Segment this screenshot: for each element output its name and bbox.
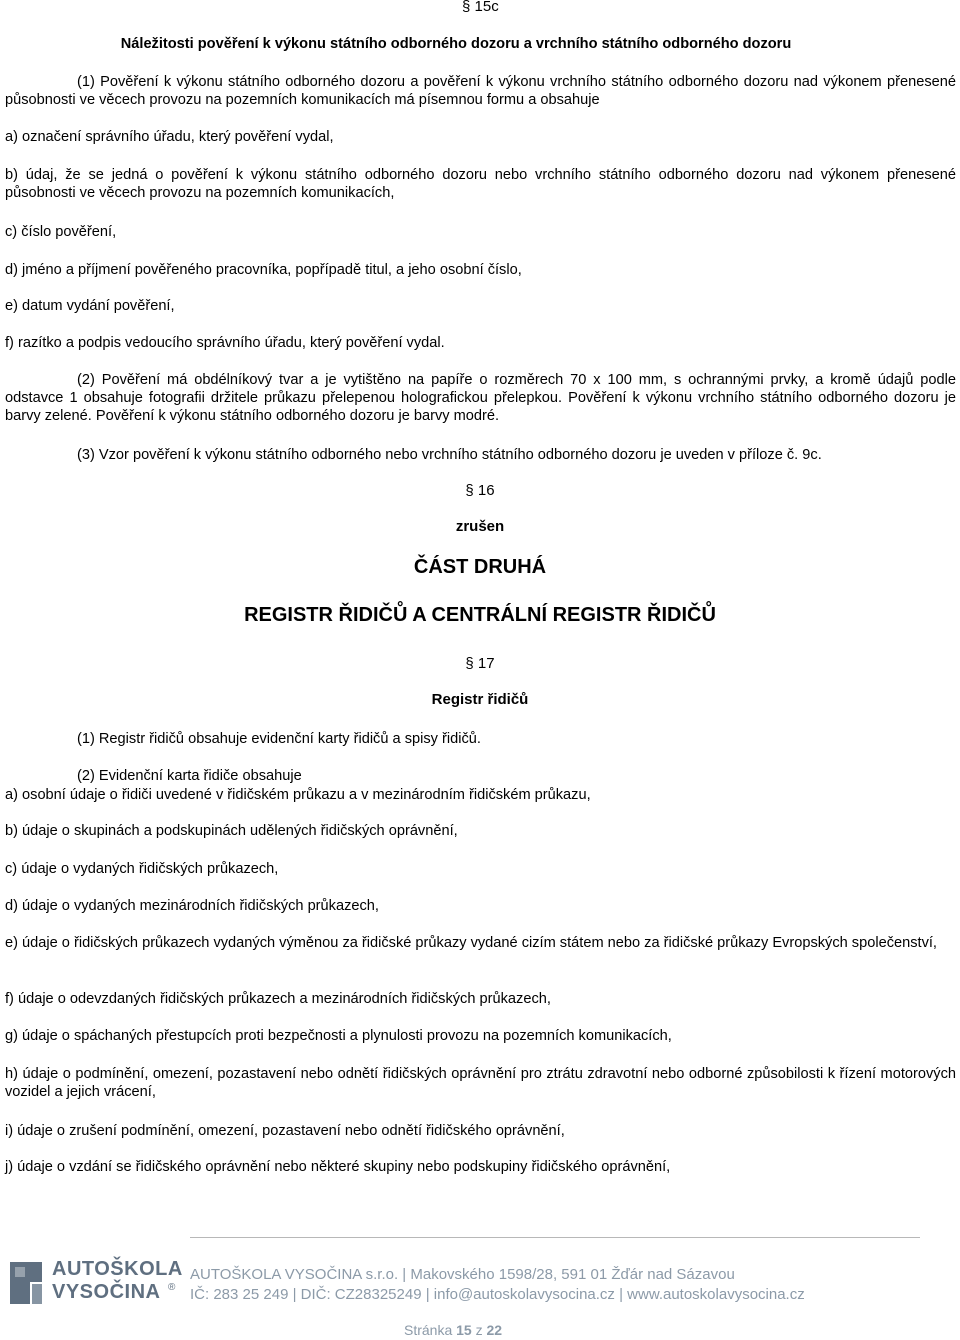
s15c-item-f: f) razítko a podpis vedoucího správního úřadu, který pověření vydal.	[5, 335, 445, 351]
section-17-heading: Registr řidičů	[431, 691, 529, 708]
s15c-item-e: e) datum vydání pověření,	[5, 298, 175, 314]
section-15c-number: § 15c	[462, 0, 499, 15]
logo-registered-mark: ®	[168, 1282, 176, 1293]
s17-paragraph-1: (1) Registr řidičů obsahuje evidenční karty řidičů a spisy řidičů.	[77, 731, 481, 747]
page-number-separator: z	[475, 1322, 483, 1338]
page-number-current: 15	[456, 1322, 472, 1338]
section-17-number: § 17	[465, 655, 495, 672]
s17-paragraph-2: (2) Evidenční karta řidiče obsahuje	[77, 768, 302, 784]
s17-item-a: a) osobní údaje o řidiči uvedené v řidičském průkazu a v mezinárodním řidičském průkazu,	[5, 787, 591, 803]
s17-item-g: g) údaje o spáchaných přestupcích proti bezpečnosti a plynulosti provozu na pozemních komunikacích,	[5, 1028, 672, 1044]
s17-item-e: e) údaje o řidičských průkazech vydaných výměnou za řidičské průkazy vydané cizím státem nebo za řidičské průkazy Evropských společenství,	[5, 935, 937, 951]
s17-item-c: c) údaje o vydaných řidičských průkazech,	[5, 861, 279, 877]
footer-company-ids: IČ: 283 25 249 | DIČ: CZ28325249 | info@autoskolavysocina.cz | www.autoskolavysocina.cz	[190, 1286, 805, 1303]
s15c-item-b: b) údaj, že se jedná o pověření k výkonu státního odborného dozoru nebo vrchního státního odborného dozoru nad výkonem přenesené působnosti ve věcech provozu na pozemních komunikacích,	[5, 167, 956, 201]
part-subtitle: REGISTR ŘIDIČŮ A CENTRÁLNÍ REGISTR ŘIDIČŮ	[244, 604, 716, 626]
s17-item-b: b) údaje o skupinách a podskupinách udělených řidičských oprávnění,	[5, 823, 458, 839]
page-number	[404, 1322, 502, 1338]
s17-item-h: h) údaje o podmínění, omezení, pozastavení nebo odnětí řidičských oprávnění pro ztrátu zdravotní nebo odborné způsobilosti k řízení motorových vozidel a jejich vrácení,	[5, 1066, 956, 1100]
section-16-number: § 16	[465, 482, 495, 499]
s15c-paragraph-1: (1) Pověření k výkonu státního odborného dozoru a pověření k výkonu vrchního státního odborného dozoru nad výkonem přenesené působnosti ve věcech provozu na pozemních komunikacích má písemnou formu a obsahuje	[5, 74, 956, 108]
s15c-paragraph-2: (2) Pověření má obdélníkový tvar a je vytištěno na papíře o rozměrech 70 x 100 mm, s ochrannými prvky, a kromě údajů podle odstavce 1 obsahuje fotografii držitele průkazu přelepenou holografickou přelepkou. Pověření k výkonu vrchního státního odborného dozoru je barvy zelené. Pověření k výkonu státního odborného dozoru je barvy modré.	[5, 372, 956, 424]
s15c-item-c: c) číslo pověření,	[5, 224, 117, 240]
s15c-item-d: d) jméno a příjmení pověřeného pracovníka, popřípadě titul, a jeho osobní číslo,	[5, 262, 522, 278]
company-logo	[8, 1258, 183, 1308]
logo-line-2: VYSOČINA	[52, 1281, 161, 1303]
s17-item-i: i) údaje o zrušení podmínění, omezení, pozastavení nebo odnětí řidičského oprávnění,	[5, 1123, 565, 1139]
logo-line-1: AUTOŠKOLA	[52, 1258, 183, 1280]
footer-company-address: AUTOŠKOLA VYSOČINA s.r.o. | Makovského 1598/28, 591 01 Žďár nad Sázavou	[190, 1266, 735, 1283]
s15c-item-a: a) označení správního úřadu, který pověření vydal,	[5, 129, 334, 145]
s17-item-j: j) údaje o vzdání se řidičského oprávnění nebo některé skupiny nebo podskupiny řidičského oprávnění,	[5, 1159, 671, 1175]
section-16-status: zrušen	[455, 518, 505, 535]
s15c-paragraph-3: (3) Vzor pověření k výkonu státního odborného nebo vrchního státního odborného dozoru je uveden v příloze č. 9c.	[77, 447, 822, 463]
s17-item-f: f) údaje o odevzdaných řidičských průkazech a mezinárodních řidičských průkazech,	[5, 991, 551, 1007]
footer-divider	[190, 1237, 920, 1238]
page-number-label: Stránka	[404, 1322, 453, 1338]
s17-item-d: d) údaje o vydaných mezinárodních řidičských průkazech,	[5, 898, 379, 914]
section-15c-heading: Náležitosti pověření k výkonu státního odborného dozoru a vrchního státního odborného dozoru	[120, 36, 792, 52]
page-number-total: 22	[486, 1322, 503, 1338]
part-title: ČÁST DRUHÁ	[413, 556, 547, 578]
